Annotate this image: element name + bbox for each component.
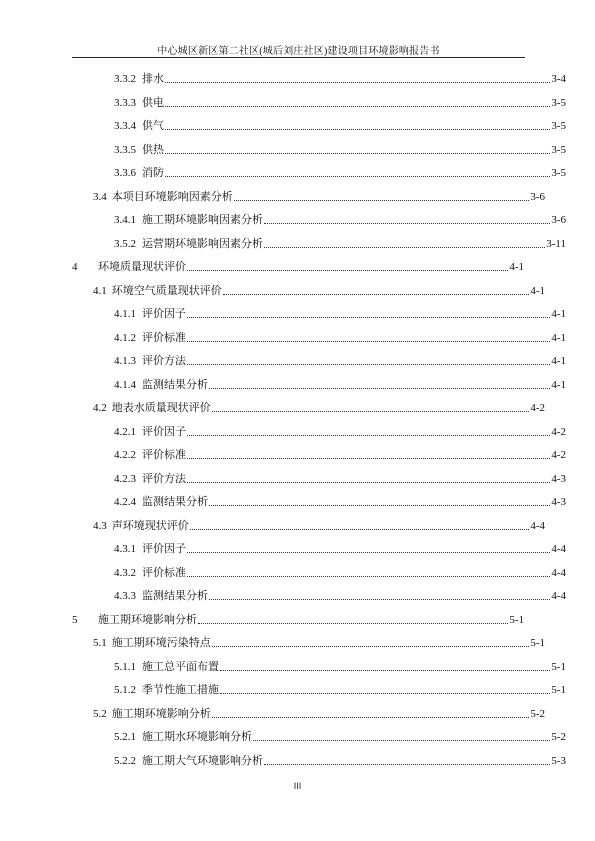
- toc-entry-page: 3-6: [530, 190, 545, 203]
- toc-dot-leader: [209, 504, 550, 506]
- toc-entry-title: 监测结果分析: [142, 496, 208, 508]
- toc-entry-title: 环境质量现状评价: [98, 261, 186, 273]
- toc-entry-number: 3.4: [93, 190, 107, 203]
- toc-entry[interactable]: [72, 92, 566, 110]
- toc-dot-leader: [187, 457, 550, 459]
- toc-entry-title: 供气: [142, 120, 164, 132]
- toc-dot-leader: [165, 128, 550, 130]
- toc-entry-page: 4-1: [551, 331, 566, 344]
- toc-dot-leader: [209, 598, 550, 600]
- toc-entry-page: 4-4: [551, 566, 566, 579]
- toc-entry[interactable]: [72, 256, 524, 274]
- toc-dot-leader: [187, 481, 550, 483]
- toc-entry[interactable]: [72, 726, 566, 744]
- toc-dot-leader: [187, 340, 550, 342]
- toc-entry-page: 4-2: [551, 449, 566, 461]
- toc-dot-leader: [220, 669, 550, 671]
- toc-entry[interactable]: [72, 397, 545, 415]
- toc-entry-title: 施工期环境影响分析: [98, 613, 197, 626]
- toc-entry-title: 排水: [142, 73, 164, 85]
- toc-dot-leader: [165, 175, 550, 177]
- toc-entry-page: 5-1: [551, 660, 566, 673]
- toc-entry-title: 评价标准: [142, 566, 186, 579]
- toc-entry-number: 3.5.2: [114, 237, 136, 250]
- toc-entry-page: 3-5: [551, 143, 566, 156]
- toc-dot-leader: [264, 763, 550, 765]
- toc-entry-number: 5.1.1: [114, 660, 136, 673]
- toc-dot-leader: [264, 222, 550, 224]
- toc-entry[interactable]: [72, 750, 566, 768]
- toc-dot-leader: [212, 410, 530, 412]
- toc-entry-number: 4.3.2: [114, 566, 136, 579]
- toc-entry-page: 4-4: [551, 590, 566, 602]
- toc-dot-leader: [187, 434, 550, 436]
- toc-entry-title: 评价因子: [142, 308, 186, 320]
- toc-entry-page: 4-2: [530, 402, 545, 414]
- toc-entry-number: 4.2.4: [114, 496, 136, 508]
- toc-entry[interactable]: [72, 374, 566, 392]
- toc-entry-page: 5-2: [530, 707, 545, 720]
- toc-entry-title: 供电: [142, 96, 164, 109]
- toc-entry[interactable]: [72, 327, 566, 345]
- toc-entry[interactable]: [72, 444, 566, 462]
- toc-dot-leader: [220, 692, 550, 694]
- toc-entry-page: 4-1: [551, 355, 566, 367]
- toc-entry-page: 3-11: [546, 237, 566, 250]
- toc-dot-leader: [190, 528, 530, 530]
- toc-dot-leader: [187, 575, 550, 577]
- toc-entry[interactable]: [72, 703, 545, 721]
- toc-entry[interactable]: [72, 609, 524, 627]
- toc-entry-title: 评价标准: [142, 331, 186, 344]
- toc-entry-number: 4.1: [93, 284, 107, 297]
- toc-entry[interactable]: [72, 585, 566, 603]
- toc-entry-page: 4-4: [551, 543, 566, 555]
- toc-dot-leader: [187, 551, 550, 553]
- toc-entry-number: 3.3.5: [114, 143, 136, 156]
- toc-entry-page: 3-5: [551, 120, 566, 132]
- toc-dot-leader: [212, 645, 530, 647]
- toc-entry-page: 5-3: [551, 754, 566, 767]
- toc-entry-title: 施工期环境影响分析: [111, 707, 211, 720]
- toc-entry-title: 声环境现状评价: [111, 519, 189, 532]
- page-number: III: [293, 781, 302, 791]
- toc-entry-title: 评价方法: [142, 472, 186, 485]
- toc-entry-number: 4.3: [93, 519, 107, 532]
- toc-entry-page: 5-1: [509, 613, 524, 626]
- toc-entry[interactable]: [72, 468, 566, 486]
- toc-entry-number: 4.2.1: [114, 425, 136, 438]
- toc-entry-title: 施工期环境污染特点: [111, 637, 211, 649]
- toc-entry-title: 季节性施工措施: [142, 684, 219, 696]
- toc-entry-number: 5: [72, 613, 78, 626]
- toc-dot-leader: [165, 81, 550, 83]
- toc-entry-title: 施工总平面布置: [142, 660, 219, 673]
- toc-dot-leader: [253, 739, 550, 741]
- toc-dot-leader: [234, 199, 530, 201]
- toc-entry-page: 4-4: [530, 519, 545, 532]
- toc-entry-title: 评价方法: [142, 355, 186, 367]
- toc-entry-number: 4.1.2: [114, 331, 136, 344]
- toc-entry[interactable]: [72, 515, 545, 533]
- toc-entry-page: 3-5: [551, 96, 566, 109]
- toc-entry[interactable]: [72, 679, 566, 697]
- toc-entry[interactable]: [72, 303, 566, 321]
- toc-entry-number: 4.1.4: [114, 378, 136, 391]
- toc-dot-leader: [165, 105, 550, 107]
- toc-entry[interactable]: [72, 68, 566, 86]
- toc-entry-number: 4.3.3: [114, 590, 136, 602]
- toc-entry-number: 3.3.3: [114, 96, 136, 109]
- toc-entry[interactable]: [72, 115, 566, 133]
- toc-entry[interactable]: [72, 139, 566, 157]
- toc-dot-leader: [187, 363, 550, 365]
- toc-entry-title: 地表水质量现状评价: [111, 402, 211, 414]
- toc-entry-page: 3-6: [551, 214, 566, 226]
- toc-entry-page: 4-3: [551, 496, 566, 508]
- toc-entry-number: 5.1.2: [114, 684, 136, 696]
- toc-entry-title: 评价因子: [142, 543, 186, 555]
- toc-entry-title: 监测结果分析: [142, 378, 208, 391]
- toc-entry-number: 3.3.2: [114, 73, 136, 85]
- toc-entry[interactable]: [72, 656, 566, 674]
- toc-entry-number: 5.2.1: [114, 731, 136, 743]
- toc-dot-leader: [209, 387, 550, 389]
- toc-entry-title: 监测结果分析: [142, 590, 208, 602]
- toc-entry[interactable]: [72, 562, 566, 580]
- toc-entry-title: 供热: [142, 143, 164, 156]
- toc-entry-page: 3-4: [551, 73, 566, 85]
- toc-entry-page: 4-2: [551, 425, 566, 438]
- toc-entry-title: 环境空气质量现状评价: [111, 284, 222, 297]
- toc-entry-title: 施工期环境影响因素分析: [142, 214, 263, 226]
- toc-entry[interactable]: [72, 632, 545, 650]
- toc-entry-page: 4-1: [551, 378, 566, 391]
- toc-entry-page: 5-1: [551, 684, 566, 696]
- toc-dot-leader: [212, 716, 530, 718]
- toc-entry-number: 4: [72, 261, 78, 273]
- toc-entry-number: 4.2.3: [114, 472, 136, 485]
- header-rule: [72, 57, 525, 58]
- toc-entry-number: 4.3.1: [114, 543, 136, 555]
- toc-dot-leader: [165, 152, 550, 154]
- toc-entry-number: 4.1.1: [114, 308, 136, 320]
- toc-dot-leader: [198, 622, 508, 624]
- toc-entry-number: 5.2: [93, 707, 107, 720]
- toc-entry-title: 评价因子: [142, 425, 186, 438]
- toc-entry-title: 施工期大气环境影响分析: [142, 754, 263, 767]
- toc-entry-number: 4.2: [93, 402, 107, 414]
- toc-entry[interactable]: [72, 491, 566, 509]
- toc-entry-number: 4.2.2: [114, 449, 136, 461]
- toc-entry-number: 5.2.2: [114, 754, 136, 767]
- toc-entry-page: 4-1: [530, 284, 545, 297]
- toc-entry-title: 消防: [142, 167, 164, 179]
- toc-entry-number: 4.1.3: [114, 355, 136, 367]
- toc-entry-page: 4-1: [551, 308, 566, 320]
- toc-entry-title: 运营期环境影响因素分析: [142, 237, 263, 250]
- toc-entry-page: 4-1: [509, 261, 524, 273]
- toc-dot-leader: [264, 246, 545, 248]
- toc-dot-leader: [187, 316, 550, 318]
- toc-entry[interactable]: [72, 162, 566, 180]
- toc-entry[interactable]: [72, 186, 545, 204]
- toc-entry-page: 5-2: [551, 731, 566, 743]
- toc-entry-title: 本项目环境影响因素分析: [111, 190, 233, 203]
- toc-entry-number: 3.4.1: [114, 214, 136, 226]
- toc-entry[interactable]: [72, 280, 545, 298]
- toc-entry-page: 4-3: [551, 472, 566, 485]
- toc-entry-title: 施工期水环境影响分析: [142, 731, 252, 743]
- toc-entry[interactable]: [72, 209, 566, 227]
- toc-entry-number: 3.3.6: [114, 167, 136, 179]
- toc-entry[interactable]: [72, 233, 566, 251]
- toc-entry-page: 3-5: [551, 167, 566, 179]
- toc-entry[interactable]: [72, 350, 566, 368]
- toc-entry[interactable]: [72, 421, 566, 439]
- toc-entry-number: 3.3.4: [114, 120, 136, 132]
- toc-entry-number: 5.1: [93, 637, 107, 649]
- toc-dot-leader: [223, 293, 530, 295]
- toc-dot-leader: [187, 269, 508, 271]
- toc-entry[interactable]: [72, 538, 566, 556]
- page-header-title: 中心城区新区第二社区(城后刘庄社区)建设项目环境影响报告书: [157, 46, 440, 57]
- toc-entry-page: 5-1: [530, 637, 545, 649]
- toc-entry-title: 评价标准: [142, 449, 186, 461]
